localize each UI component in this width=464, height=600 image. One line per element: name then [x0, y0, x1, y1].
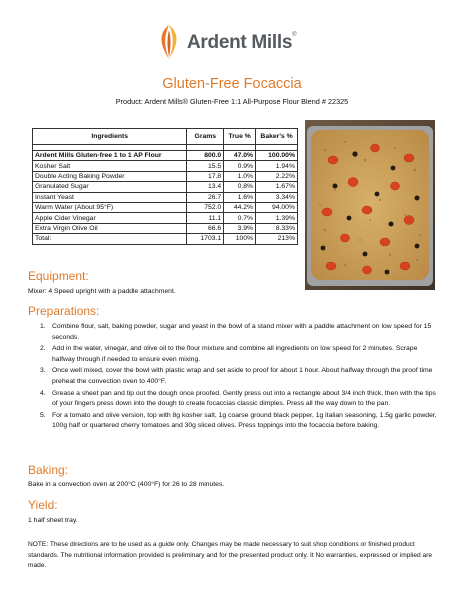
- focaccia-photo: [305, 120, 435, 290]
- table-row: Granulated Sugar 13.4 0.8% 1.67%: [33, 182, 298, 192]
- list-item: 5. For a tomato and olive version, top with 8g kosher salt, 1g coarse ground black pepper, 1g italian seasoning, 1.5g garlic powder, 100g half or quartered cherry tomatoes and 30g sliced olives. Press toppings into the focaccia before baking.: [40, 411, 437, 430]
- table-row: Apple Cider Vinegar 11.1 0.7% 1.39%: [33, 213, 298, 223]
- table-row: Extra Virgin Olive Oil 66.6 3.9% 8.33%: [33, 223, 298, 233]
- header-grams: Grams: [187, 129, 224, 145]
- brand-name: Ardent Mills®: [187, 32, 297, 53]
- table-row: Instant Yeast 26.7 1.6% 3.34%: [33, 192, 298, 202]
- disclaimer-note: NOTE: These directions are to be used as a guide only. Changes may be made necessary to suit shop conditions or finished product standards. The nutritional information provided is preliminary and for the presented product only. It No warranties, expressed or implied are made.: [28, 541, 433, 569]
- yield-text: 1 half sheet tray.: [28, 517, 78, 524]
- table-row: Warm Water (About 95°F) 752.0 44.2% 94.00%: [33, 202, 298, 212]
- table-row-total: Total: 1703.1 100% 213%: [33, 234, 298, 244]
- equipment-text: Mixer: 4 Speed upright with a paddle attachment.: [28, 288, 176, 295]
- header-bakers-pct: Baker's %: [256, 129, 298, 145]
- baking-heading: Baking:: [28, 463, 69, 477]
- list-item: 1. Combine flour, salt, baking powder, sugar and yeast in the bowl of a stand mixer with a paddle attachment on low speed for 15 seconds.: [40, 323, 432, 341]
- table-header-row: [33, 129, 298, 145]
- header-ingredients: Ingredients: [33, 129, 187, 145]
- header-true-pct: True %: [224, 129, 256, 145]
- table-row: Ardent Mills Gluten-free 1 to 1 AP Flour 800.0 47.0% 100.00%: [33, 151, 298, 161]
- list-item: 2. Add in the water, vinegar, and olive oil to the flour mixture and combine all ingredients on low speed for 2 minutes. Scrape halfway through if needed to ensure even mixing.: [40, 345, 418, 363]
- list-item: 3. Once well mixed, cover the bowl with plastic wrap and set aside to proof for about 1 hour. About halfway through the proof time preheat the convection oven to 400°F.: [40, 367, 433, 385]
- list-item: 4. Grease a sheet pan and tip out the dough once proofed. Gently press out into a rectangle about 3/4 inch thick, then with the tips of your fingers press down into the dough to create focaccias classic dimples. Press all the way down to the pan.: [40, 389, 436, 408]
- ingredients-table: [32, 128, 298, 245]
- equipment-heading: Equipment:: [28, 269, 89, 283]
- table-row: Kosher Salt 15.5 0.9% 1.94%: [33, 161, 298, 171]
- preparation-steps: [28, 322, 438, 433]
- table-row: Double Acting Baking Powder 17.8 1.0% 2.22%: [33, 171, 298, 181]
- preparations-heading: Preparations:: [28, 304, 100, 318]
- baking-text: Bake in a convection oven at 200°C (400°F) for 26 to 28 minutes.: [28, 481, 225, 488]
- ardent-mills-logo: [154, 24, 314, 68]
- recipe-title: Gluten-Free Focaccia: [162, 76, 302, 92]
- product-line: Product: Ardent Mills® Gluten-Free 1:1 All-Purpose Flour Blend # 22325: [115, 97, 349, 106]
- wheat-leaf-icon: [154, 24, 184, 60]
- yield-heading: Yield:: [28, 498, 58, 512]
